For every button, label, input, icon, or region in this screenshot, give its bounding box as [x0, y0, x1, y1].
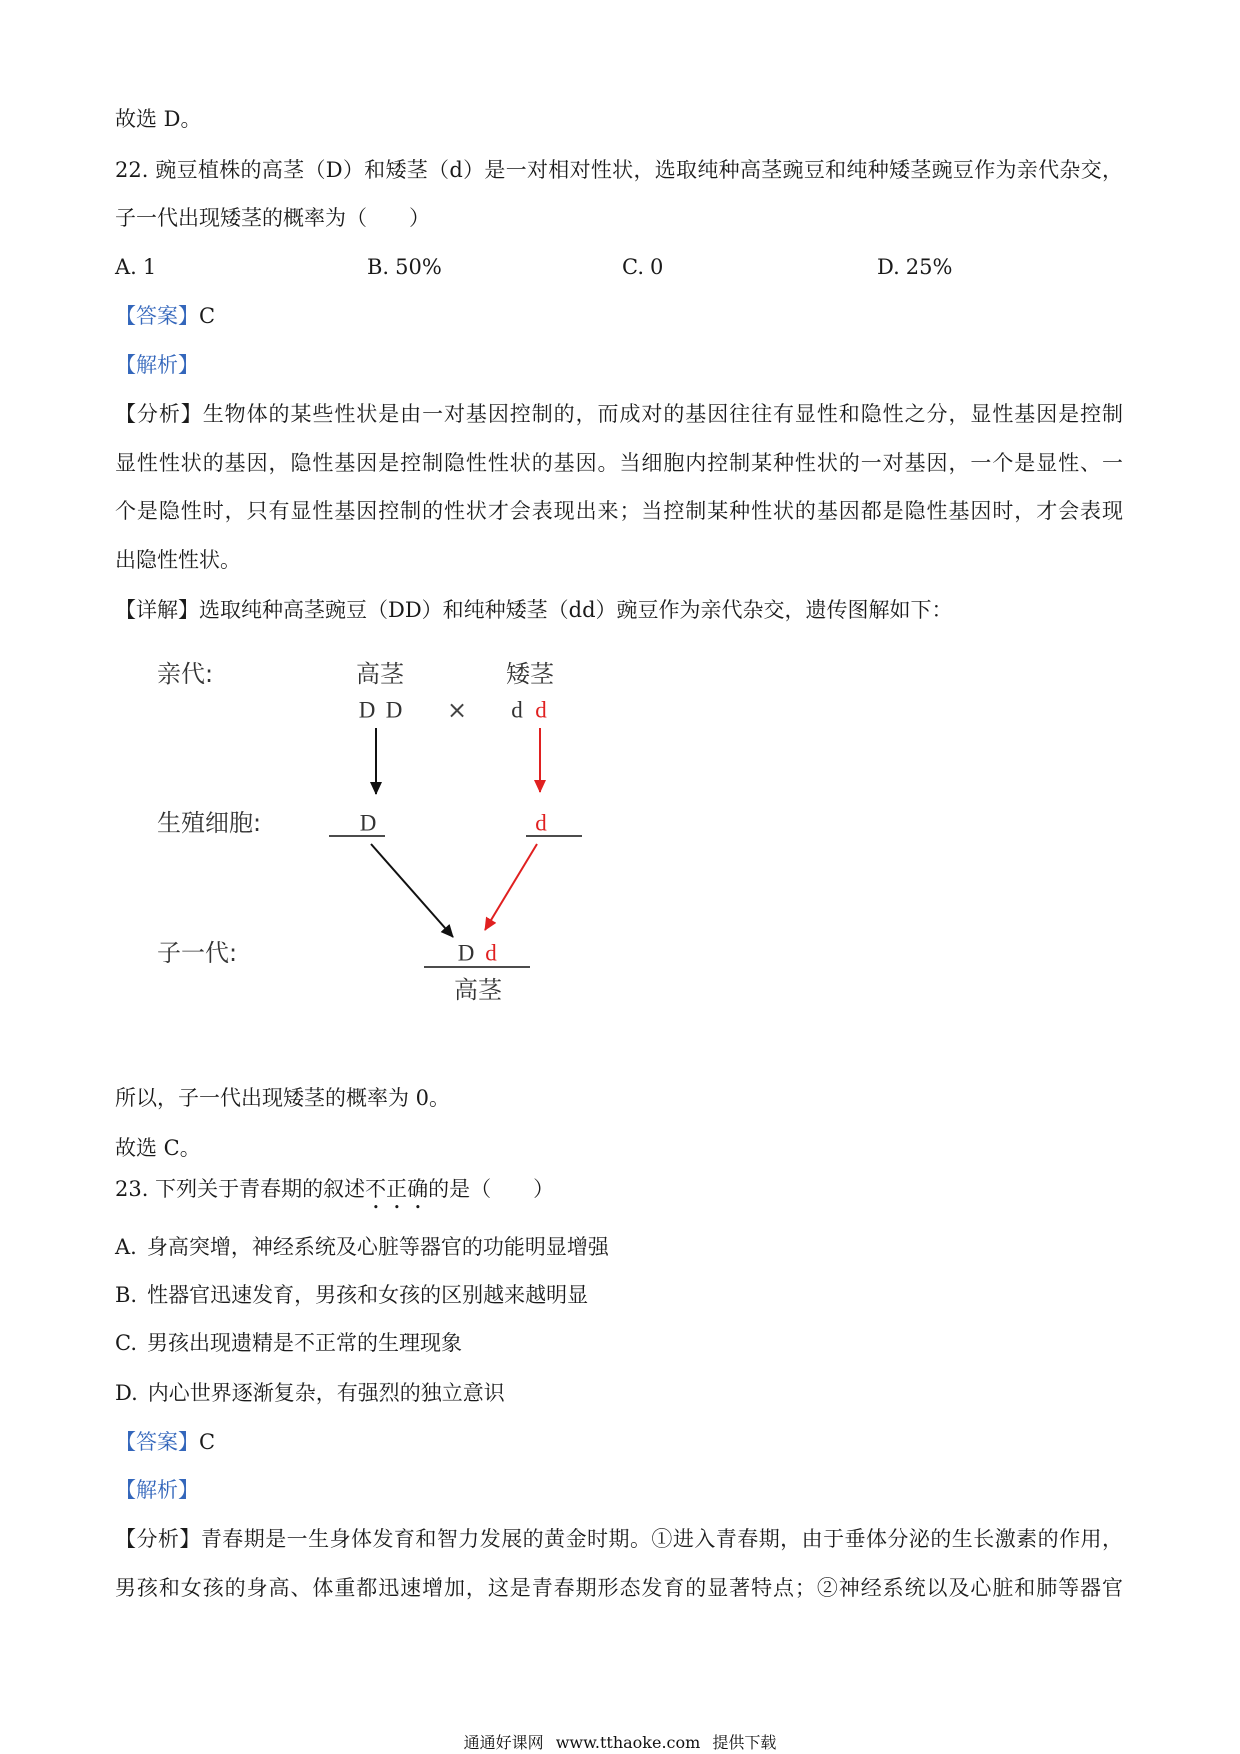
parent-tall-allele-2: D [385, 697, 403, 723]
q22-stem-line-1: 22. 豌豆植株的高茎（D）和矮茎（d）是一对相对性状，选取纯种高茎豌豆和纯种矮茎豌豆作为亲代杂交， [115, 158, 1123, 182]
cross-symbol: × [446, 696, 468, 724]
q23-analysis-tag: 【分析】 [115, 1527, 201, 1551]
q22-option-c [622, 252, 663, 282]
q23-answer-value: C [199, 1430, 216, 1454]
q22-option-a-text: 1 [142, 255, 157, 279]
parent-generation-label: 亲代: [157, 660, 214, 688]
q22-conclusion: 所以，子一代出现矮茎的概率为 0。 [115, 1086, 451, 1110]
q23-option-a [115, 1232, 1123, 1262]
q22-analysis-tag: 【分析】 [115, 402, 203, 426]
q23-option-d [115, 1378, 1123, 1408]
q22-analysis-line-4: 出隐性性状。 [115, 548, 241, 572]
arrow-gamete-tall-to-offspring [371, 844, 453, 937]
offspring-allele-2: d [485, 940, 497, 966]
q23-stem-prefix: 23. 下列关于青春期的叙述 [115, 1177, 366, 1201]
q23-option-b-label: B. [115, 1283, 138, 1307]
q23-stem [115, 1174, 1123, 1204]
q23-option-c [115, 1328, 1123, 1358]
offspring-phenotype: 高茎 [454, 976, 502, 1004]
q22-explanation-tag: 【解析】 [115, 353, 199, 377]
q22-option-a-label: A. [115, 255, 137, 279]
q23-option-d-label: D. [115, 1381, 138, 1405]
gamete-dwarf-allele: d [535, 810, 547, 836]
q23-analysis-text-1: 青春期是一生身体发育和智力发展的黄金时期。①进入青春期，由于垂体分泌的生长激素的作用， [200, 1527, 1123, 1551]
q22-option-b-label: B. [367, 255, 390, 279]
q23-answer [115, 1427, 1123, 1457]
q23-option-a-text: 身高突增，神经系统及心脏等器官的功能明显增强 [146, 1235, 609, 1259]
q22-analysis-text-1: 生物体的某些性状是由一对基因控制的，而成对的基因往往有显性和隐性之分，显性基因是控制 [202, 402, 1123, 426]
q22-option-b [367, 252, 442, 282]
q23-option-b-text: 性器官迅速发育，男孩和女孩的区别越来越明显 [147, 1283, 589, 1307]
parent-dwarf-allele-1: d [511, 697, 523, 723]
q22-option-c-text: 0 [650, 255, 664, 279]
q22-detail-line [115, 595, 1123, 625]
q23-stem-emphasis: 不正确 [365, 1177, 429, 1201]
q22-option-d-text: 25% [905, 255, 953, 279]
q23-option-b [115, 1280, 1123, 1310]
q23-option-d-text: 内心世界逐渐复杂，有强烈的独立意识 [147, 1381, 505, 1405]
q22-option-b-text: 50% [395, 255, 442, 279]
q23-option-c-label: C. [115, 1331, 137, 1355]
q22-analysis-line-3: 个是隐性时，只有显性基因控制的性状才会表现出来；当控制某种性状的基因都是隐性基因时，才会表现 [115, 499, 1123, 523]
footer-site-url: www.tthaoke.com [555, 1733, 701, 1752]
q22-answer [115, 301, 1123, 331]
q22-options [115, 252, 1123, 282]
q22-option-c-label: C. [622, 255, 644, 279]
gamete-label: 生殖细胞: [157, 809, 262, 837]
page-footer [0, 1734, 1240, 1752]
q22-option-d [877, 252, 952, 282]
q22-stem-line-2: 子一代出现矮茎的概率为（ ） [115, 206, 430, 230]
parent-dwarf-allele-2: d [535, 697, 547, 723]
q23-explanation-tag: 【解析】 [115, 1478, 199, 1502]
gamete-tall-allele: D [359, 810, 377, 836]
q23-stem-suffix: 的是（ ） [428, 1177, 555, 1201]
offspring-allele-1: D [457, 940, 475, 966]
q22-final-answer: 故选 C。 [115, 1136, 201, 1160]
offspring-label: 子一代: [157, 939, 238, 967]
q22-detail-tag: 【详解】 [115, 598, 199, 622]
q23-answer-tag: 【答案】 [115, 1430, 199, 1454]
footer-note: 提供下载 [712, 1733, 777, 1752]
q22-detail-text: 选取纯种高茎豌豆（DD）和纯种矮茎（dd）豌豆作为亲代杂交，遗传图解如下： [199, 598, 953, 622]
q22-option-a [115, 252, 156, 282]
prev-final-answer: 故选 D。 [115, 107, 202, 131]
q22-answer-tag: 【答案】 [115, 304, 199, 328]
q22-answer-value: C [199, 304, 216, 328]
q22-option-d-label: D. [877, 255, 900, 279]
q23-analysis-line-2: 男孩和女孩的身高、体重都迅速增加，这是青春期形态发育的显著特点；②神经系统以及心脏和肺等器官 [115, 1576, 1123, 1600]
genetic-cross-diagram [0, 640, 700, 1020]
q22-analysis-line-1 [115, 399, 1123, 429]
footer-site-name: 通通好课网 [463, 1733, 544, 1752]
parent-tall-allele-1: D [358, 697, 376, 723]
q22-analysis-line-2: 显性性状的基因，隐性基因是控制隐性性状的基因。当细胞内控制某种性状的一对基因，一个是显性、一 [115, 451, 1123, 475]
parent-dwarf-label: 矮茎 [506, 660, 554, 688]
q23-option-a-label: A. [115, 1235, 137, 1259]
arrow-gamete-dwarf-to-offspring [485, 844, 537, 930]
parent-tall-label: 高茎 [356, 660, 404, 688]
q23-analysis-line-1 [115, 1524, 1123, 1554]
q23-option-c-text: 男孩出现遗精是不正常的生理现象 [147, 1331, 462, 1355]
